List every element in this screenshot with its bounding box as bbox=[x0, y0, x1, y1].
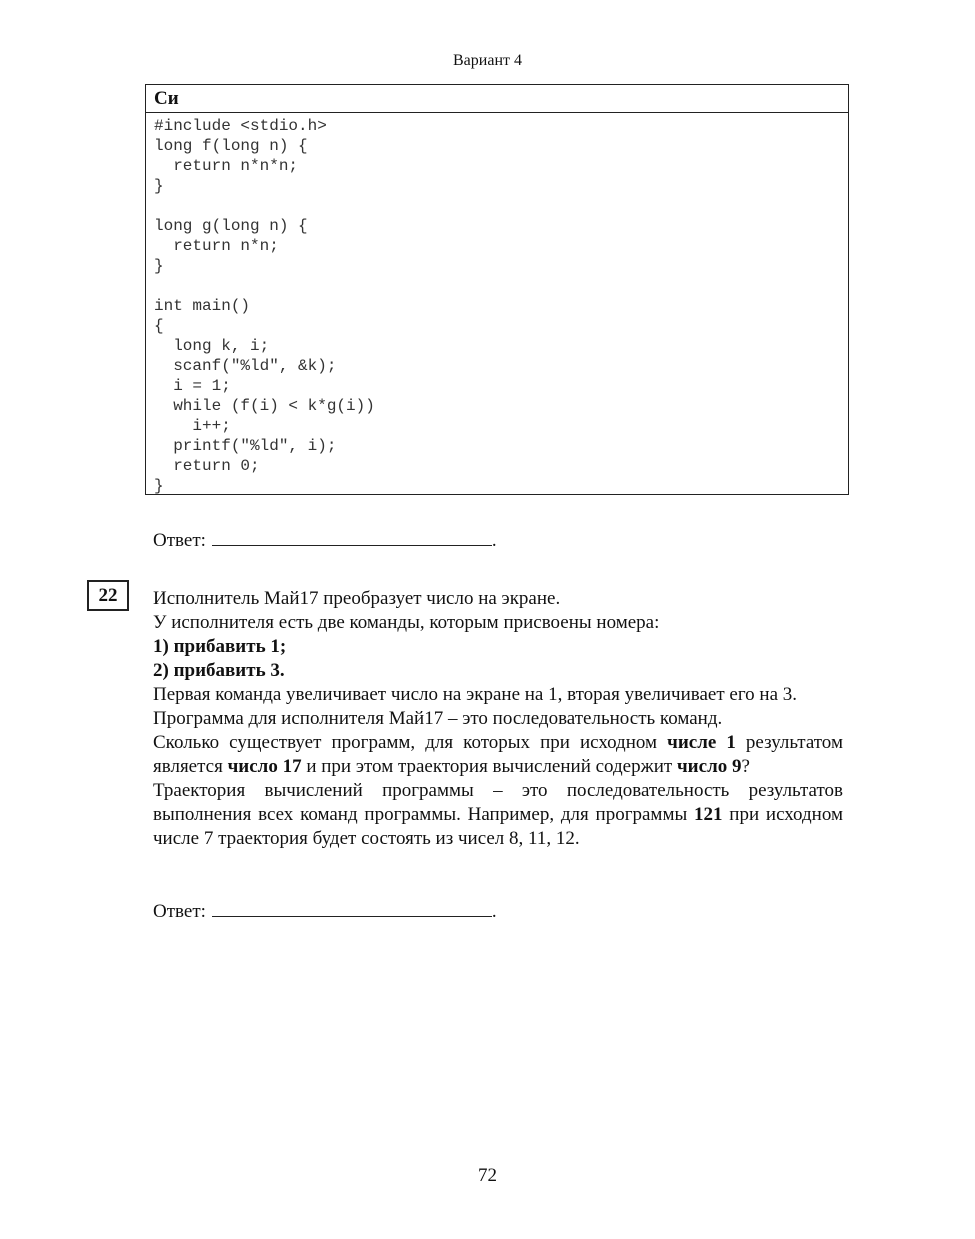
trajectory-text: Траектория вычислений программы – это последовательность результатов выполнения всех команд программы. Например, для программы bbox=[153, 780, 843, 825]
trajectory-definition bbox=[153, 779, 843, 851]
answer-field-2 bbox=[153, 898, 497, 923]
answer-period: . bbox=[491, 901, 497, 922]
command-1: 1) прибавить 1; bbox=[153, 636, 287, 657]
code-listing bbox=[145, 84, 849, 495]
question-text: результатом является bbox=[153, 732, 843, 777]
task-text bbox=[153, 587, 843, 851]
question-target-number: число 17 bbox=[227, 756, 302, 777]
answer-blank-line bbox=[212, 527, 492, 546]
trajectory-text: при исходном числе 7 траектория будет состоять из чисел 8, 11, 12. bbox=[153, 804, 843, 849]
page-number: 72 bbox=[478, 1165, 497, 1186]
variant-header: Вариант 4 bbox=[453, 52, 522, 69]
program-definition: Программа для исполнителя Май17 – это последовательность команд. bbox=[153, 708, 723, 729]
code-language-label: Си bbox=[146, 85, 848, 113]
answer-period: . bbox=[491, 530, 497, 551]
question-text: и при этом траектория вычислений содержит bbox=[301, 756, 677, 777]
task-intro: Исполнитель Май17 преобразует число на экране. bbox=[153, 588, 561, 609]
question-required-number: число 9 bbox=[676, 756, 742, 777]
question-start-number: числе 1 bbox=[667, 732, 736, 753]
task-commands-intro: У исполнителя есть две команды, которым присвоены номера: bbox=[153, 612, 660, 633]
question-text: Сколько существует программ, для которых при исходном bbox=[153, 732, 668, 753]
question-mark: ? bbox=[741, 756, 750, 777]
answer-label: Ответ: bbox=[153, 530, 206, 551]
command-description: Первая команда увеличивает число на экране на 1, вторая увеличивает его на 3. bbox=[153, 684, 797, 705]
answer-blank-line bbox=[212, 898, 492, 917]
task-question bbox=[153, 731, 843, 779]
task-number-box: 22 bbox=[87, 580, 129, 611]
code-text: #include <stdio.h> long f(long n) { return n*n*n; } long g(long n) { return n*n; } int main() { long k, i; scanf("%ld", &k); i = 1; while (f(i) < k*g(i)) i++; printf("%ld", i); return 0; } bbox=[154, 117, 375, 495]
command-2: 2) прибавить 3. bbox=[153, 660, 285, 681]
answer-label: Ответ: bbox=[153, 901, 206, 922]
answer-field-1 bbox=[153, 527, 497, 552]
example-program: 121 bbox=[694, 804, 723, 825]
